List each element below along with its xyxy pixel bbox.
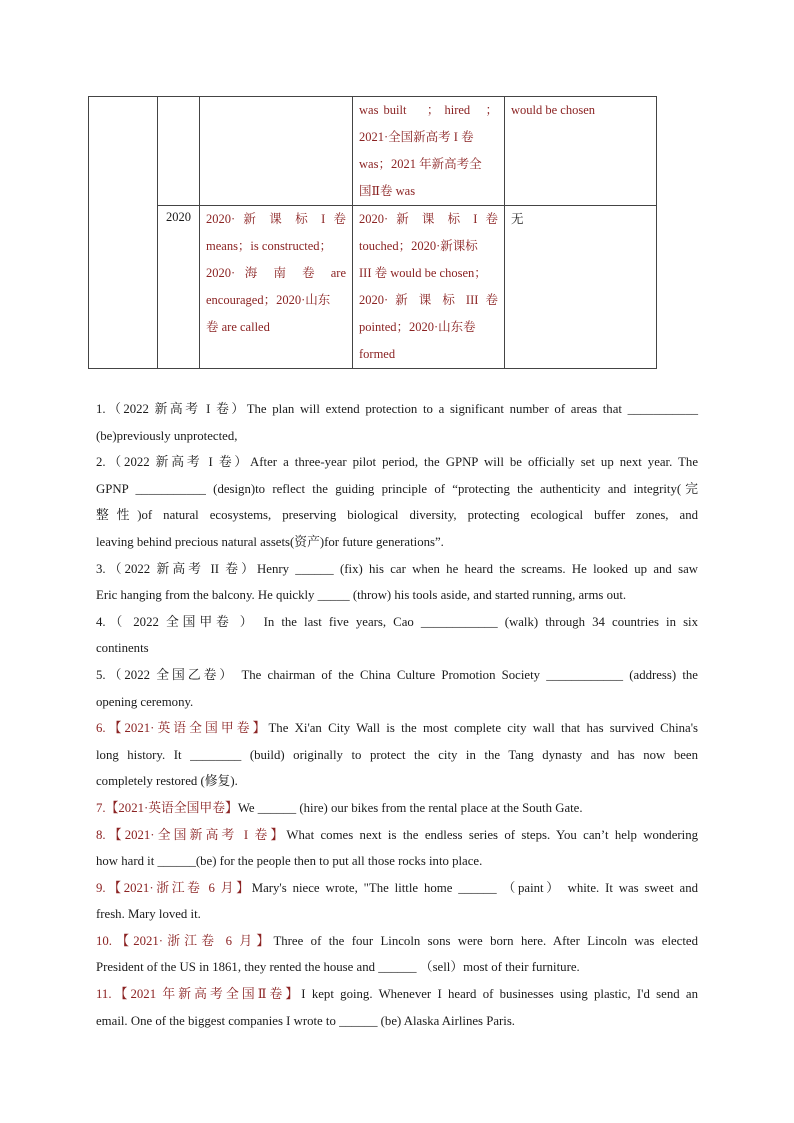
question-line [96,715,698,742]
question-item [96,928,698,981]
question-text: Three of the four Lincoln sons were born here. After Lincoln was elected [273,933,698,948]
table-cell [353,206,505,369]
table-cell-year [158,206,200,369]
question-text: GPNP ___________ (design)to reflect the guiding principle of “protecting the authenticity and integrity(完 [96,481,698,496]
table-row [89,97,657,206]
cell-line: was built ； hired ； [359,103,498,117]
question-source: 7.【2021·英语全国甲卷】 [96,800,238,815]
question-text: fresh. Mary loved it. [96,907,201,922]
question-text: long history. It ________ (build) originally to protect the city in the Tang dynasty and has now been [96,747,698,762]
question-line [96,981,698,1008]
question-source: 6.【2021·英语全国甲卷】 [96,721,269,736]
cell-line: 国Ⅱ卷 was [359,184,416,198]
question-line [96,529,698,556]
question-line [96,476,698,503]
question-text: 整性)of natural ecosystems, preserving biological diversity, protecting ecological buffer zones, and [96,508,698,523]
question-text: We ______ (hire) our bikes from the rental place at the South Gate. [237,800,583,815]
answer-table [88,96,657,369]
question-line [96,795,698,822]
question-line [96,875,698,902]
question-source: 8.【2021·全国新高考 I 卷】 [96,827,287,842]
question-text: email. One of the biggest companies I wrote to ______ (be) Alaska Airlines Paris. [96,1013,516,1028]
table-cell [505,206,657,369]
question-line [96,1008,698,1035]
cell-line: 2021·全国新高考 I 卷 [359,130,474,144]
question-list [96,396,698,1034]
question-line [96,742,698,769]
question-line [96,582,698,609]
question-item [96,609,698,662]
cell-line: formed [359,347,396,361]
question-line [96,396,698,423]
question-source: 9.【2021·浙江卷 6 月】 [96,880,252,895]
question-text: completely restored (修复). [96,774,238,789]
question-text: Eric hanging from the balcony. He quickly _____ (throw) his tools aside, and started running, arms out. [96,588,627,603]
question-item [96,449,698,555]
table-cell-empty [89,97,158,369]
cell-line: encouraged；2020·山东 [206,293,331,307]
cell-line: III 卷 would be chosen； [359,266,487,280]
question-item [96,981,698,1034]
cell-line: touched；2020·新课标 [359,239,478,253]
question-item [96,795,698,822]
cell-line: 2020· 新 课 标 I 卷 [359,212,498,226]
question-line [96,502,698,529]
question-line [96,689,698,716]
question-line [96,848,698,875]
question-line [96,768,698,795]
question-source: 10.【2021·浙江卷 6 月】 [96,933,274,948]
cell-line: would be chosen [511,103,596,117]
cell-line: was；2021 年新高考全 [359,157,482,171]
cell-line: 卷 are called [206,320,270,334]
question-item [96,556,698,609]
cell-line: means；is constructed； [206,239,333,253]
question-text: continents [96,641,149,656]
question-item [96,875,698,928]
cell-line: 2020· 海 南 卷 are [206,266,346,280]
question-text: President of the US in 1861, they rented the house and ______ （sell）most of their furniture. [96,960,580,975]
question-item [96,715,698,795]
question-line [96,449,698,476]
question-item [96,396,698,449]
question-text: 4.（ 2022 全国甲卷 ） In the last five years, Cao ____________ (walk) through 34 countries in six [96,614,698,629]
question-text: (be)previously unprotected, [96,428,238,443]
cell-line: 2020· 新 课 标 III 卷 [359,293,498,307]
question-text: 3.（2022 新高考 II 卷）Henry ______ (fix) his car when he heard the screams. He looked up and saw [96,561,698,576]
table-cell [505,97,657,206]
question-source: 11.【2021 年新高考全国Ⅱ卷】 [96,987,302,1002]
cell-line: 无 [511,212,524,226]
question-line [96,954,698,981]
table-cell [200,97,353,206]
question-line [96,556,698,583]
cell-line: 2020· 新 课 标 I 卷 [206,212,346,226]
question-text: The Xi'an City Wall is the most complete city wall that has survived China's [268,721,698,736]
question-line [96,901,698,928]
question-text: I kept going. Whenever I heard of businesses using plastic, I'd send an [301,987,698,1002]
question-line [96,635,698,662]
question-line [96,609,698,636]
question-text: What comes next is the endless series of steps. You can’t help wondering [286,827,698,842]
year-label: 2020 [166,210,191,224]
question-line [96,928,698,955]
question-item [96,822,698,875]
cell-line: pointed；2020·山东卷 [359,320,476,334]
question-text: 5.（2022 全国乙卷） The chairman of the China Culture Promotion Society ____________ (address) the [96,667,698,682]
question-line [96,423,698,450]
question-text: how hard it ______(be) for the people then to put all those rocks into place. [96,854,483,869]
table-cell-year [158,97,200,206]
question-item [96,662,698,715]
question-text: 2.（2022 新高考 I 卷）After a three-year pilot period, the GPNP will be officially set up next year. The [96,455,698,470]
table-cell [200,206,353,369]
question-line [96,822,698,849]
question-text: opening ceremony. [96,694,194,709]
question-text: Mary's niece wrote, "The little home ______ （paint） white. It was sweet and [251,880,699,895]
table-cell [353,97,505,206]
question-text: 1.（2022 新高考 I 卷）The plan will extend protection to a significant number of areas that ___________ [96,402,698,416]
question-text: leaving behind precious natural assets(资产)for future generations”. [96,534,444,549]
question-line [96,662,698,689]
table-row [89,206,657,369]
